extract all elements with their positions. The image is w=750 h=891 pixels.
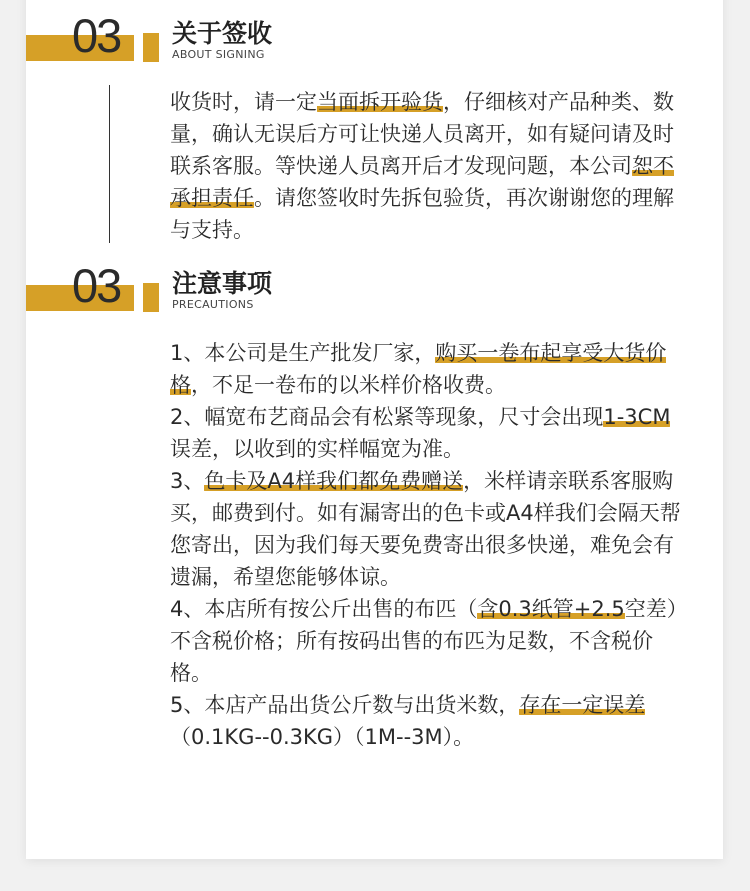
signing-paragraph bbox=[170, 86, 690, 246]
body-text: 收货时，请一定 bbox=[170, 90, 317, 114]
highlighted-text: 购买一卷布起享受大货价格 bbox=[170, 341, 667, 397]
section-title: 关于签收 bbox=[172, 19, 273, 48]
section-title: 注意事项 bbox=[172, 269, 273, 298]
body-text: 5、本店产品出货公斤数与出货米数， bbox=[170, 693, 520, 717]
body-text: 2、幅宽布艺商品会有松紧等现象，尺寸会出现 bbox=[170, 405, 604, 429]
highlighted-text: 恕不承担责任 bbox=[170, 154, 674, 210]
precaution-item bbox=[170, 337, 690, 401]
body-text: ，米样请亲联系客服购买，邮费到付。如有漏寄出的色卡或A4样我们会隔天帮您寄出，因为我们每天要免费寄出很多快递，难免会有遗漏，希望您能够体谅。 bbox=[170, 469, 681, 589]
highlighted-text: 1-3CM bbox=[603, 405, 671, 429]
vertical-divider bbox=[109, 85, 110, 243]
body-text: 误差，以收到的实样幅宽为准。 bbox=[170, 437, 464, 461]
highlighted-text: 当面拆开验货 bbox=[317, 90, 443, 114]
highlighted-text: 存在一定误差 bbox=[519, 693, 646, 717]
body-text: 空差）不含税价格；所有按码出售的布匹为足数，不含税价格。 bbox=[170, 597, 688, 685]
accent-block bbox=[143, 33, 159, 62]
body-text: （0.1KG--0.3KG）（1M--3M）。 bbox=[170, 725, 475, 749]
body-text: 4、本店所有按公斤出售的布匹（ bbox=[170, 597, 478, 621]
body-text: ，不足一卷布的以米样价格收费。 bbox=[191, 373, 506, 397]
precaution-item bbox=[170, 593, 690, 689]
section-number: 03 bbox=[72, 259, 121, 312]
body-text: 3、 bbox=[170, 469, 205, 493]
highlighted-text: 色卡及A4样我们都免费赠送 bbox=[204, 469, 464, 493]
section-subtitle: ABOUT SIGNING bbox=[172, 48, 265, 61]
highlighted-text: 含0.3纸管+2.5 bbox=[477, 597, 625, 621]
section-subtitle: PRECAUTIONS bbox=[172, 298, 254, 311]
precaution-item bbox=[170, 689, 690, 753]
section-header-signing bbox=[0, 9, 750, 75]
section-header-precautions bbox=[0, 259, 750, 325]
accent-block bbox=[143, 283, 159, 312]
body-text: 1、本公司是生产批发厂家， bbox=[170, 341, 436, 365]
precaution-item bbox=[170, 465, 690, 593]
precautions-list bbox=[170, 337, 690, 753]
section-number: 03 bbox=[72, 9, 121, 62]
body-text: ，仔细核对产品种类、数量，确认无误后方可让快递人员离开，如有疑问请及时联系客服。等快递人员离开后才发现问题，本公司 bbox=[170, 90, 674, 178]
body-text: 。请您签收时先拆包验货，再次谢谢您的理解与支持。 bbox=[170, 186, 674, 242]
precaution-item bbox=[170, 401, 690, 465]
signing-text bbox=[170, 86, 690, 246]
